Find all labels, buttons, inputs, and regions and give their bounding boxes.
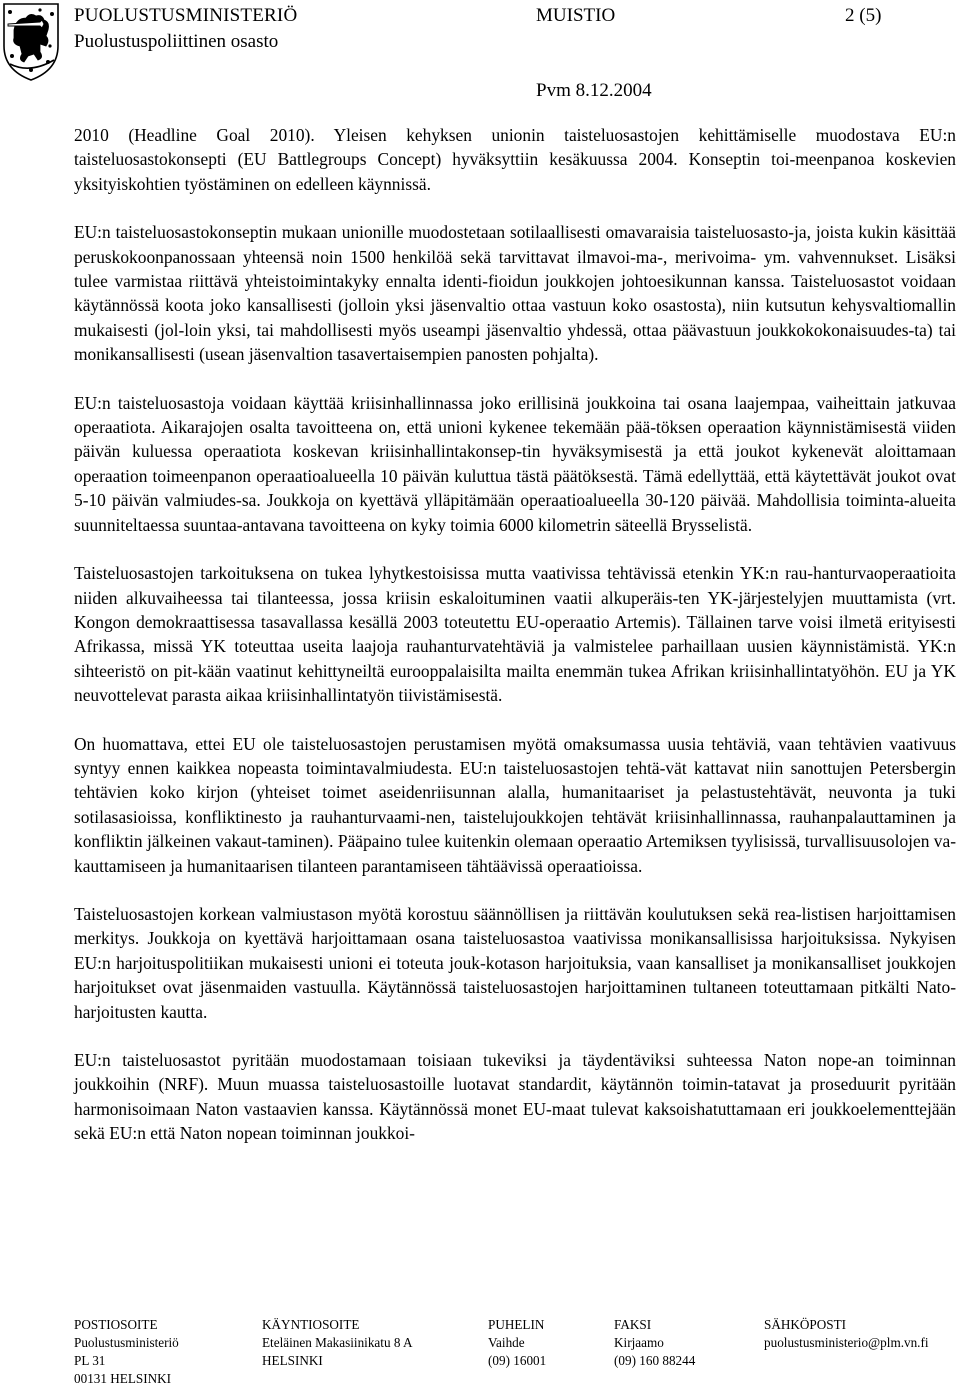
footer-line: Kirjaamo (614, 1335, 664, 1350)
footer-label: SÄHKÖPOSTI (764, 1317, 847, 1332)
footer-line: Vaihde (488, 1335, 525, 1350)
document-type: MUISTIO (536, 5, 616, 26)
footer-visiting-address (262, 1316, 413, 1370)
footer-label: PUHELIN (488, 1317, 545, 1332)
footer-email (764, 1316, 929, 1352)
paragraph: Taisteluosastojen korkean valmiustason myötä korostuu säännöllisen ja riittävän koulutuksen sekä rea-listisen harjoittamisen merkitys. Joukkoja on kyettävä harjoittamaan osana taisteluosastoa vaativissa monikansallisissa harjoituksissa. Nykyisen EU:n harjoituspolitiikan mukaisesti unioni ei toteuta jouk-kotason harjoituksia, vaan kansalliset ja monikansalliset joukkojen harjoitukset ovat jäsenmaiden vastuulla. Käytännössä taisteluosastojen harjoittaminen tultaneen toteuttamaan pitkälti Nato-harjoitusten kautta. (74, 903, 956, 1022)
paragraph: EU:n taisteluosastoja voidaan käyttää kriisinhallinnassa joko erillisinä joukkoina tai osana laajempaa, vaiheittain jatkuvaa operaatiota. Aikarajojen osalta tavoitteena on, että unioni kykenee tekemään pää-töksen operaation käynnistämisestä viiden päivän kuluessa operaatiota koskevan kriisinhallintakonsep-tin hyväksymisestä ja että joukot kykenevät aloittamaan operaation toimeenpanon operaatioalueella 10 päivän kuluttua tästä päätöksestä. Tämä edellyttää, että käytettävät joukot ovat 5-10 päivän valmiudes-sa. Joukkoja on kyettävä ylläpitämään operaatioalueella 30-120 päivää. Mahdollisia toiminta-alueita suunniteltaessa suuntaa-antavana tavoitteena on kyky toimia 6000 kilometrin säteellä Brysselistä. (74, 392, 956, 535)
footer-phone (488, 1316, 546, 1370)
footer-label: FAKSI (614, 1317, 652, 1332)
footer-line: HELSINKI (262, 1353, 323, 1368)
footer-line: 00131 HELSINKI (74, 1371, 172, 1386)
footer-line: (09) 160 88244 (614, 1353, 696, 1368)
coat-of-arms-icon (0, 0, 62, 82)
department-name: Puolustuspoliittinen osasto (74, 31, 279, 52)
paragraph: EU:n taisteluosastokonseptin mukaan unionille muodostetaan sotilaallisesti omavaraisia taisteluosasto-ja, joista kukin käsittää peruskokoonpanossaan yhteensä noin 1500 henkilöä sekä tarvittavat ilmavoi-ma-, merivoima- ym. vahvennukset. Lisäksi tulee varmistaa riittävä yhteistoimintakyky ennalta identi-fioidun joukkojen johtoesikunnan kanssa. Taisteluosastot voidaan käytännössä koota joko kansallisesti (jolloin yksi jäsenvaltio ottaa vastuun koko osastosta), niin kutsutun kehysvaltiomallin mukaisesti (jol-loin yksi, tai mahdollisesti myös useampi jäsenvaltio yhdessä, ottaa päävastuun joukkokokonaisuudes-ta) tai monikansallisesti (usean jäsenvaltion tasavertaisempien panosten pohjalta). (74, 222, 956, 365)
footer-line: puolustusministerio@plm.vn.fi (764, 1335, 929, 1350)
footer-line: (09) 16001 (488, 1353, 547, 1368)
footer-postal-address (74, 1316, 179, 1388)
page-number: 2 (5) (845, 5, 882, 26)
paragraph: Taisteluosastojen tarkoituksena on tukea lyhytkestoisissa mutta vaativissa tehtävissä etenkin YK:n rau-hanturvaoperaatioita niiden alkuvaiheessa tai tilanteessa, jossa kriisin eskaloituminen vaatii alkuperäis-ten YK-järjestelyjen muuttamista (vrt. Kongon demokraattisessa tasavallassa kesällä 2003 toteutettu EU-operaatio Artemis). Tällainen tarve voisi ilmetä erityisesti Afrikassa, missä YK toteuttaa useita laajoja rauhanturvatehtäviä ja valmistelee parhaillaan uusien käynnistämistä. YK:n sihteeristö on pit-kään vaatinut kehittyneiltä eurooppalaisilta mailta enemmän tukea Afrikan kriisinhallintatyöhön. EU ja YK neuvottelevat parasta aikaa kriisinhallintatyön tiivistämisestä. (74, 563, 956, 706)
footer-line: PL 31 (74, 1353, 106, 1368)
organization-name: PUOLUSTUSMINISTERIÖ (74, 5, 298, 26)
footer-line: Puolustusministeriö (74, 1335, 179, 1350)
footer-label: POSTIOSOITE (74, 1317, 158, 1332)
document-body (74, 123, 956, 1146)
footer-line: Eteläinen Makasiinikatu 8 A (262, 1335, 413, 1350)
paragraph: On huomattava, ettei EU ole taisteluosastojen perustamisen myötä omaksumassa uusia tehtäviä, vaan tehtävien vaativuus syntyy ennen kaikkea nopeasta toimintavalmiudesta. EU:n taisteluosastojen tehtä-vät kattavat niin sanottujen Petersbergin tehtävien koko kirjon (yhteiset toimet aseidenriisunnan alalla, humanitaariset ja pelastustehtävät, neuvonta ja tuki sotilasasioissa, konfliktinesto ja rauhanturvaami-nen, taistelujoukkojen tehtävät kriisinhallinnassa, rauhanpalauttaminen ja konfliktin jälkeinen vakaut-taminen). Pääpaino tulee kuitenkin olemaan operaatio Artemiksen tyylisissä, turvallisuusolojen va-kauttamiseen ja humanitaarisen tilanteen parantamiseen tähtäävissä operaatioissa. (74, 733, 956, 876)
document-date: Pvm 8.12.2004 (536, 80, 652, 101)
paragraph: 2010 (Headline Goal 2010). Yleisen kehyksen unionin taisteluosastojen kehittämiselle muodostava EU:n taisteluosastokonsepti (EU Battlegroups Concept) hyväksyttiin kesäkuussa 2004. Konseptin toi-meenpanoa koskevien yksityiskohtien työstäminen on edelleen käynnissä. (74, 125, 956, 194)
footer-label: KÄYNTIOSOITE (262, 1317, 360, 1332)
paragraph: EU:n taisteluosastot pyritään muodostamaan toisiaan tukeviksi ja täydentäviksi suhteessa Naton nope-an toiminnan joukkoihin (NRF). Muun muassa taisteluosastoille luotavat standardit, käytännön toimin-tatavat ja proseduurit pyritään harmonisoimaan Naton vastaavien kanssa. Käytännössä monet EU-maat tulevat kaksoishatuttamaan eri joukkoelementtejään sekä EU:n että Naton nopean toiminnan joukkoi- (74, 1050, 956, 1144)
footer-fax (614, 1316, 695, 1370)
